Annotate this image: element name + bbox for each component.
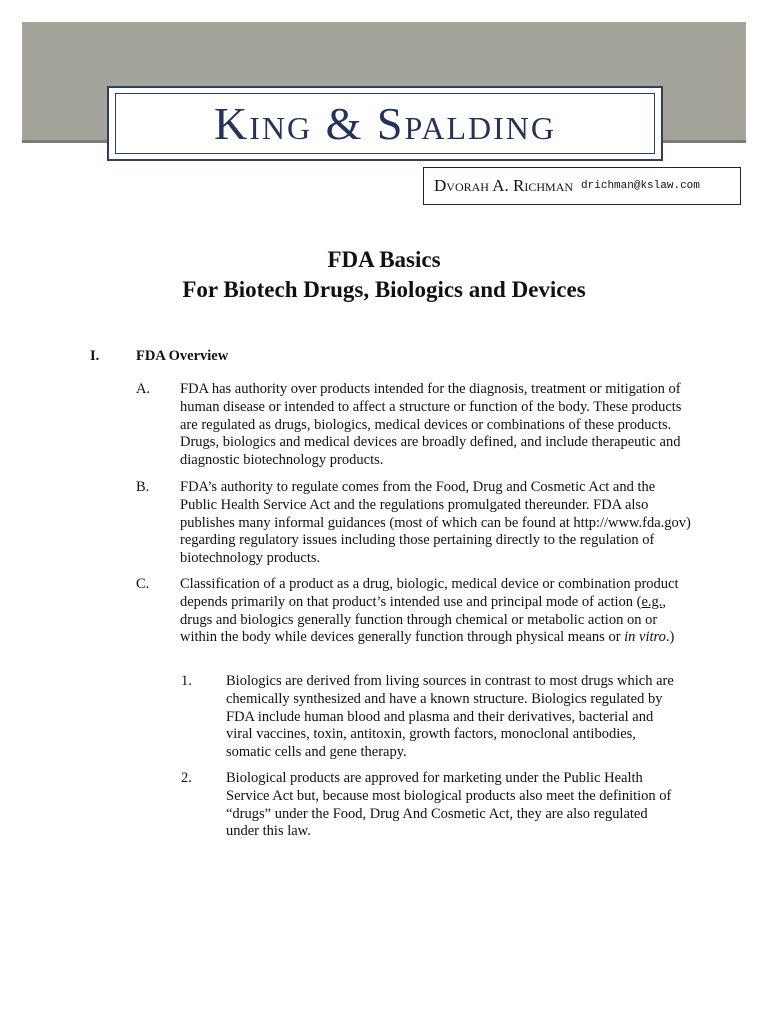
in-vitro-term: in vitro <box>624 629 666 646</box>
text-run: Classification of a product as a drug, biologic, medical device or combination product depends primarily on that product’s intended use and principal mode of action ( <box>180 576 679 610</box>
author-name: Dvorah A. Richman <box>434 176 574 195</box>
list-item-text: FDA has authority over products intended for the diagnosis, treatment or mitigation of human disease or intended to affect a structure or function of the body. These products are regulated as drugs, biologics, medical devices or combinations of these products. Drugs, biologics and medical devices are broadly defined, and include therapeutic and diagnostic biotechnology products. <box>180 381 682 469</box>
section-heading: FDA Overview <box>136 348 229 364</box>
firm-logo <box>107 86 663 161</box>
text-run: , drugs and biologics generally function through chemical or metabolic action on or within the body while devices generally function through physical means or <box>180 593 667 646</box>
eg-abbrev: e.g. <box>641 593 663 610</box>
logo-inner-frame <box>115 93 655 154</box>
author-email: drichman@kslaw.com <box>581 180 700 192</box>
document-title: FDA Basics <box>327 247 441 272</box>
list-marker: A. <box>136 381 151 397</box>
logo-text: King & Spalding <box>214 98 556 149</box>
list-marker: B. <box>136 479 150 495</box>
list-item-text <box>180 576 692 647</box>
list-item-text: FDA’s authority to regulate comes from the Food, Drug and Cosmetic Act and the Public Health Service Act and the regulations promulgated thereunder. FDA also publishes many informal guidances (most of which can be found at http://www.fda.gov) regarding regulatory issues including those pertaining directly to the regulation of biotechnology products. <box>180 479 691 567</box>
sub-list-item-text: Biological products are approved for marketing under the Public Health Service Act but, because most biological products also meet the definition of “drugs” under the Food, Drug And Cosmetic Act, they are also regulated under this law. <box>226 770 672 840</box>
document-subtitle: For Biotech Drugs, Biologics and Devices <box>182 277 586 302</box>
sub-list-item-text: Biologics are derived from living sources in contrast to most drugs which are chemically synthesized and have a known structure. Biologics regulated by FDA include human blood and plasma and their derivatives, bacterial and viral vaccines, toxin, antitoxin, growth factors, monoclonal antibodies, somatic cells and gene therapy. <box>226 673 674 761</box>
section-number: I. <box>90 348 100 364</box>
sub-list-marker: 2. <box>181 770 192 786</box>
text-run: .) <box>665 629 675 646</box>
sub-list-marker: 1. <box>181 673 192 689</box>
list-marker: C. <box>136 576 150 592</box>
author-box <box>423 167 741 205</box>
